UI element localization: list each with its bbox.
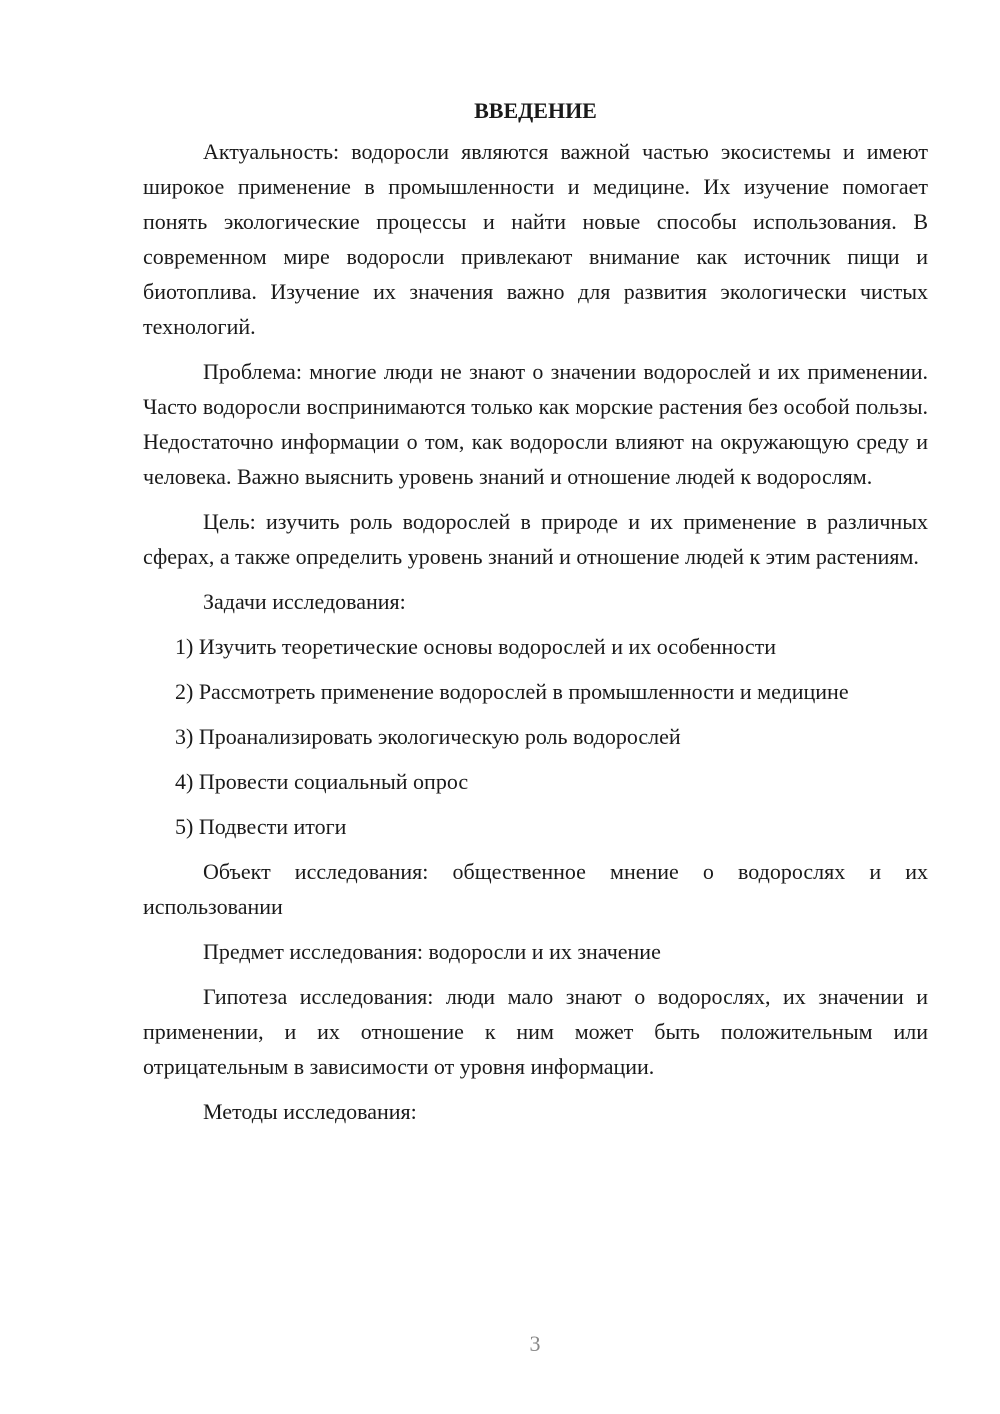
page-content	[143, 93, 928, 1139]
task-item-5: 5) Подвести итоги	[175, 814, 347, 839]
paragraph-hypothesis: Гипотеза исследования: люди мало знают о водорослях, их значении и применении, и их отношение к ним может быть положительным или отрицательным в зависимости от уровня информации.	[143, 984, 928, 1079]
task-item-2: 2) Рассмотреть применение водорослей в промышленности и медицине	[175, 679, 849, 704]
paragraph-relevance: Актуальность: водоросли являются важной частью экосистемы и имеют широкое применение в промышленности и медицине. Их изучение помогает понять экологические процессы и найти новые способы использования. В современном мире водоросли привлекают внимание как источник пищи и биотоплива. Изучение их значения важно для развития экологически чистых технологий.	[143, 139, 928, 339]
task-item-3: 3) Проанализировать экологическую роль водорослей	[175, 724, 681, 749]
task-item-4: 4) Провести социальный опрос	[175, 769, 469, 794]
methods-heading: Методы исследования:	[203, 1099, 417, 1124]
page-number: 3	[529, 1331, 541, 1356]
tasks-heading: Задачи исследования:	[203, 589, 406, 614]
section-heading: ВВЕДЕНИЕ	[474, 98, 597, 123]
paragraph-problem: Проблема: многие люди не знают о значении водорослей и их применении. Часто водоросли воспринимаются только как морские растения без особой пользы. Недостаточно информации о том, как водоросли влияют на окружающую среду и человека. Важно выяснить уровень знаний и отношение людей к водорослям.	[143, 359, 928, 489]
paragraph-object: Объект исследования: общественное мнение о водорослях и их использовании	[143, 859, 928, 919]
task-item-1: 1) Изучить теоретические основы водорослей и их особенности	[175, 634, 776, 659]
paragraph-goal: Цель: изучить роль водорослей в природе и их применение в различных сферах, а также определить уровень знаний и отношение людей к этим растениям.	[143, 509, 928, 569]
paragraph-subject: Предмет исследования: водоросли и их значение	[203, 939, 661, 964]
